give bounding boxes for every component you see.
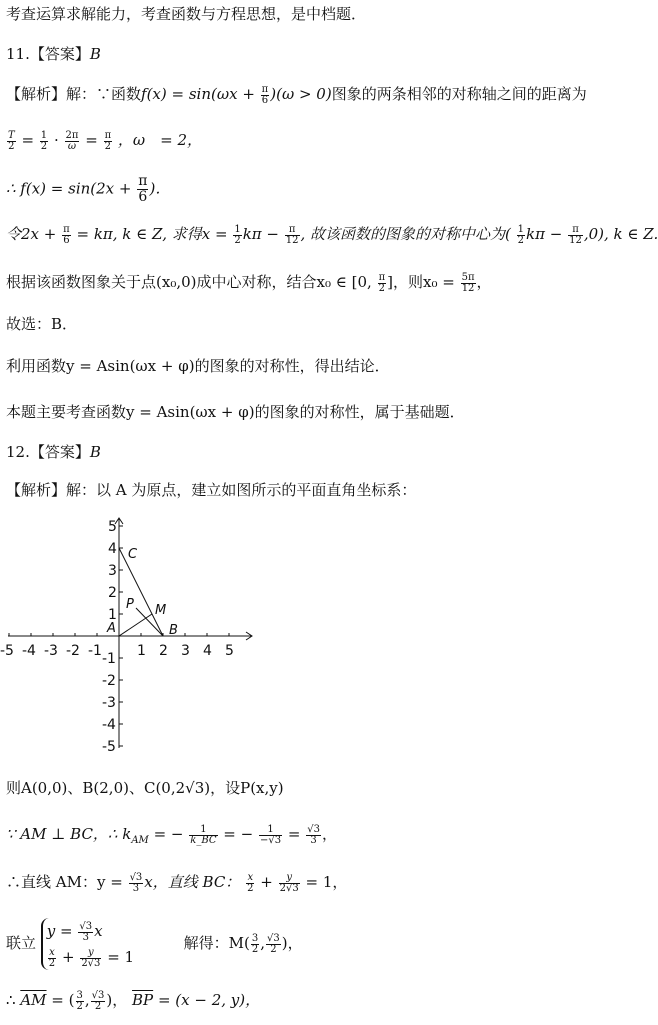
y-tick-label: -2 <box>102 673 116 689</box>
coordinate-diagram <box>0 510 260 760</box>
analysis-line-6: 故选：B． <box>6 315 78 333</box>
question-number: 11. <box>6 45 30 63</box>
analysis-tag: 【解析】解： <box>6 85 97 103</box>
y-tick-label: -4 <box>102 717 116 733</box>
segment-am <box>119 614 152 636</box>
analysis-12-line-5: 联立 y = $\frac{√3}{3}$ x $\frac{x}{2}$ + $\frac{y}{2√3}$ = 1 解得：M( $\frac{3}{2}$ , $\frac{√3}{2}$ )， <box>6 916 303 970</box>
point-label-a: A <box>107 621 116 636</box>
y-tick-label: 4 <box>108 541 117 557</box>
answer-value: B <box>89 45 101 63</box>
x-tick-label: -4 <box>22 643 36 659</box>
y-tick-label: 2 <box>108 585 117 601</box>
point-label-p: P <box>126 597 134 612</box>
analysis-12-line-3: ∵ AM ⊥ BC，∴ $k_{AM}$ = − $\frac{1}{k\_BC}$ = − $\frac{1}{-√3}$ = $\frac{√3}{3}$ ， <box>6 823 337 846</box>
analysis-line-8: 本题主要考查函数y = Asin(ωx + φ)的图象的对称性，属于基础题． <box>6 403 465 421</box>
x-tick-label: -2 <box>66 643 80 659</box>
y-tick-label: 5 <box>108 519 117 535</box>
x-tick-label: -5 <box>0 643 14 659</box>
x-tick-label: 2 <box>159 643 168 659</box>
x-tick-label: 4 <box>203 643 212 659</box>
analysis-12-line-6: ∴ $\overline{AM}$ = ( $\frac{3}{2}$ , $\frac{√3}{2}$ )， $\overline{BP} = (x - 2$, y)， <box>6 989 261 1012</box>
point-label-m: M <box>155 603 167 618</box>
analysis-line-4: 令2x + $\frac{\pi}{6}$ = kπ, k ∈ Z, 求得x = $\frac{1}{2}$ kπ − $\frac{\pi}{12}$ , 故该函数的图象的对称中心为( $\frac{1}{2}$ kπ − $\frac{\pi}{12}$ ,0), k ∈ Z. <box>6 223 658 246</box>
y-tick-label: -5 <box>102 739 116 755</box>
x-tick-label: 1 <box>137 643 146 659</box>
x-tick-label: 5 <box>225 643 234 659</box>
point-label-b: B <box>169 623 178 638</box>
equation-system: y = $\frac{√3}{3}$ x $\frac{x}{2}$ + $\frac{y}{2√3}$ = 1 <box>41 918 134 970</box>
x-tick-label: -3 <box>44 643 58 659</box>
analysis-12-line-4: ∴直线 AM：y = $\frac{√3}{3}$ x，直线 BC： $\frac{x}{2}$ + $\frac{y}{2√3}$ = 1， <box>6 871 348 894</box>
analysis-line-3: ∴ f(x) = sin(2x + $\frac{\pi}{6}$ )． <box>6 173 171 205</box>
answer-tag: 【答案】 <box>29 443 90 461</box>
analysis-tag: 【解析】解： <box>6 481 97 499</box>
analysis-12-line-1: 【解析】解：以 A 为原点，建立如图所示的平面直角坐标系： <box>6 481 417 499</box>
x-tick-label: -1 <box>88 643 102 659</box>
x-tick-label: 3 <box>181 643 190 659</box>
analysis-line-7: 利用函数y = Asin(ωx + φ)的图象的对称性，得出结论． <box>6 357 390 375</box>
y-tick-label: -1 <box>102 651 116 667</box>
analysis-12-line-2: 则A(0,0)、B(2,0)、C(0,2√3)，设P(x,y) <box>6 779 284 797</box>
analysis-line-1: 【解析】解：∵函数f(x) = sin(ωx + $\frac{\pi}{6}$ )(ω > 0)图象的两条相邻的对称轴之间的距离为 <box>6 83 587 106</box>
question-12-answer <box>6 442 101 462</box>
answer-tag: 【答案】 <box>29 45 90 63</box>
question-11-answer <box>6 44 101 64</box>
y-tick-label: -3 <box>102 695 116 711</box>
fraction-pi-6: $\frac{\pi}{6}$ <box>261 83 269 106</box>
segment-bc <box>119 548 163 636</box>
y-tick-label: 1 <box>108 607 117 623</box>
text-line-1: 考查运算求解能力，考查函数与方程思想，是中档题． <box>6 5 367 23</box>
y-tick-label: 3 <box>108 563 117 579</box>
analysis-line-2: $\frac{T}{2}$ = $\frac{1}{2}$ · $\frac{2\pi}{\omega}$ = $\frac{\pi}{2}$ ，ω = 2， <box>8 129 203 152</box>
question-number: 12. <box>6 443 30 461</box>
answer-value: B <box>89 443 101 461</box>
analysis-line-5: 根据该函数图象关于点(x₀,0)成中心对称，结合x₀ ∈ [0, $\frac{\pi}{2}$ ]，则x₀ = $\frac{5\pi}{12}$ ， <box>6 271 492 294</box>
point-label-c: C <box>128 547 138 562</box>
